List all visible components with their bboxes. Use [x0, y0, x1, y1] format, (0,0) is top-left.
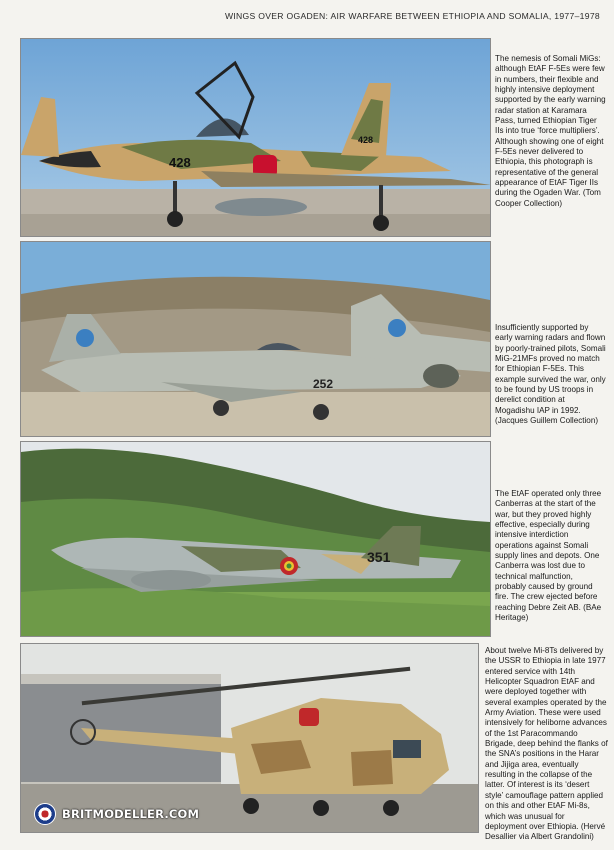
site-watermark — [34, 803, 199, 825]
canberra-photo — [20, 441, 491, 637]
mig21-photo — [20, 241, 491, 437]
f5e-photo — [20, 38, 491, 237]
running-head: WINGS OVER OGADEN: AIR WARFARE BETWEEN ETHIOPIA AND SOMALIA, 1977–1978 — [224, 11, 600, 21]
mi8-caption: About twelve Mi-8Ts delivered by the USSR to Ethiopia in late 1977 entered service with 14th Helicopter Squadron EtAF and were deployed together with several examples operated by the Army Aviation. These were used intensively for heliborne advances of the 1st Paracommando Brigade, deep behind the flanks of the SNA’s positions in the Harar and Jijiga area, eventually resulting in the collapse of the latter. Of interest is its ‘desert style’ camouflage pattern applied on this and other EtAF Mi-8s, which was unusual for deployment over Ethiopia. (Hervé Desallier via Albert Grandolini) — [485, 646, 608, 842]
fuselage-number: 252 — [313, 377, 334, 391]
mig21-caption: Insufficiently supported by early warning radars and flown by poorly-trained pilots, Somali MiG-21MFs proved no match for Ethiopian F-5Es. This example survived the war, only to be found by US troops in derelict condition at Mogadishu IAP in 1992. (Jacques Guillem Collection) — [495, 323, 606, 426]
watermark-text: BRITMODELLER.COM — [62, 807, 200, 821]
canberra-caption: The EtAF operated only three Canberras at the start of the war, but they proved highly effective, especially during intensive interdiction operations against Somali supply lines and depots. One Canberra was lost due to technical malfunction, probably caused by ground fire. The crew ejected before reaching Debre Zeit AB. (BAe Heritage) — [495, 489, 602, 623]
nose-number: 428 — [169, 155, 191, 170]
tail-number: 351 — [367, 549, 391, 565]
f5e-caption: The nemesis of Somali MiGs: although EtAF F-5Es were few in numbers, their flexible and highly intensive deployment supported by the early warning radar station at Karamara Pass, turned Ethiopian Tiger IIs into true ‘force multipliers’. Although showing one of eight F-5Es never delivered to Ethiopia, this photograph is representative of the general appearance of EtAF Tiger IIs during the Ogaden War. (Tom Cooper Collection) — [495, 54, 606, 208]
roundel-icon — [34, 803, 56, 825]
tail-number: 428 — [358, 135, 374, 145]
